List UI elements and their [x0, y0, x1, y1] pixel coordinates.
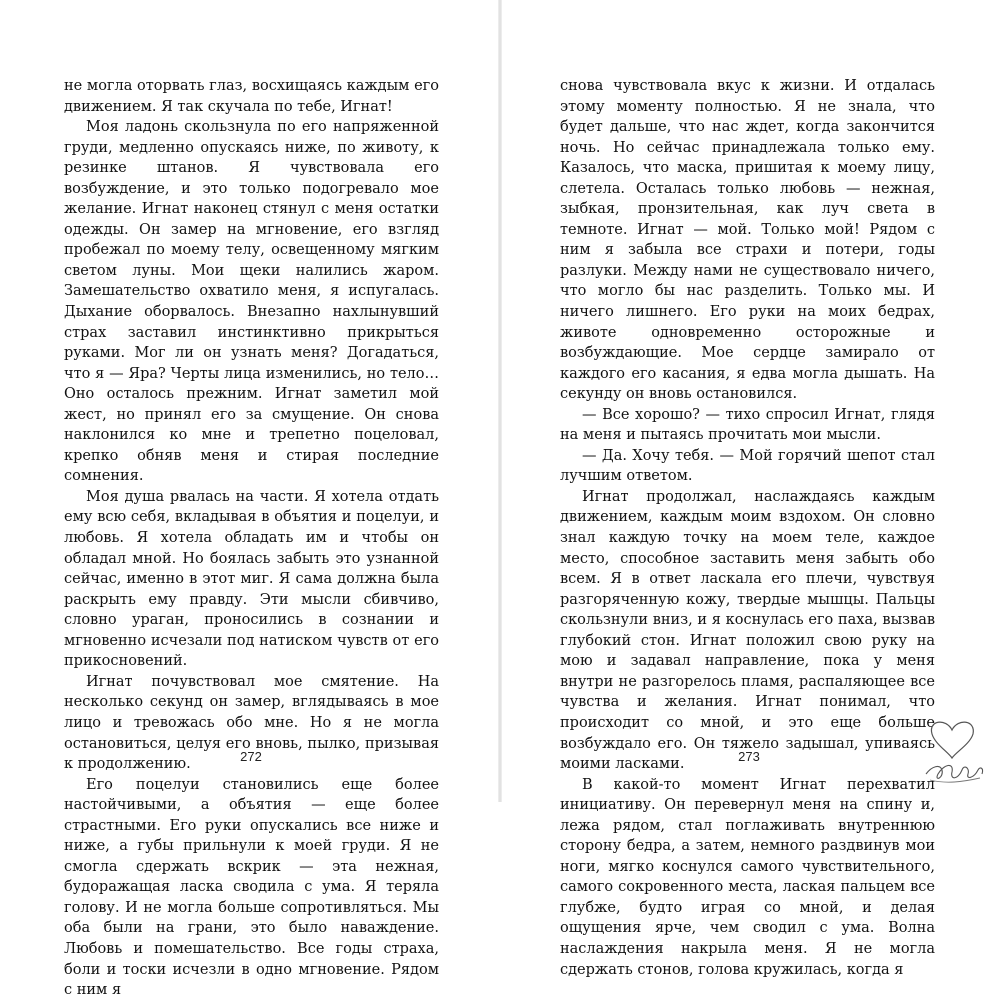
right-page-text [560, 76, 935, 980]
heart-signature-icon [918, 708, 988, 788]
right-paragraph-5: В какой-то момент Игнат перехватил инициативу. Он перевернул меня на спину и, лежа рядом, стал поглаживать внутреннюю сторону бедра, а затем, немного раздвинув мои ноги, мягко коснулся самого чувствительного, самого сокровенного места, лаская пальцем все глубже, будто играя со мной, и делая ощущения ярче, чем сводил с ума. Волна наслаждения накрыла меня. Я не могла сдержать стонов, голова кружилась, когда я [560, 776, 935, 978]
right-paragraph-3: — Да. Хочу тебя. — Мой горячий шепот стал лучшим ответом. [560, 447, 935, 485]
page-number-left: 272 [240, 749, 262, 764]
left-paragraph-5: Его поцелуи становились еще более настойчивыми, а объятия — еще более страстными. Его руки опускались все ниже и ниже, а губы прильнули к моей груди. Я не смогла сдержать вскрик — эта нежная, будоражащая ласка сводила с ума. Я теряла голову. И не могла больше сопротивляться. Мы оба были на грани, это было наваждение. Любовь и помешательство. Все годы страха, боли и тоски исчезли в одно мгновение. Рядом с ним я [64, 776, 439, 999]
left-page-text [64, 76, 439, 1001]
left-paragraph-1: не могла оторвать глаз, восхищаясь каждым его движением. Я так скучала по тебе, Игнат! [64, 78, 439, 115]
signature-scribble [926, 765, 983, 778]
right-paragraph-4: Игнат продолжал, наслаждаясь каждым движением, каждым моим вздохом. Он словно знал каждую точку на моем теле, каждое место, способное заставить меня забыть обо всем. Я в ответ ласкала его плечи, чувствуя разгоряченную кожу, твердые мышцы. Пальцы скользнули вниз, и я коснулась его паха, вызвав глубокий стон. Игнат положил свою руку на мою и задавал направление, пока у меня внутри не разгорелось пламя, распаляющее все чувства и желания. Игнат понимал, что происходит со мной, и это еще больше возбуждало его. Он тяжело задышал, упиваясь моими ласками. [560, 488, 935, 773]
left-paragraph-3: Моя душа рвалась на части. Я хотела отдать ему всю себя, вкладывая в объятия и поцелуи, и любовь. Я хотела обладать им и чтобы он обладал мной. Но боялась забыть это узнанной сейчас, именно в этот миг. Я сама должна была раскрыть ему правду. Эти мысли сбивчиво, словно ураган, проносились в сознании и мгновенно исчезали под натиском чувств от его прикосновений. [64, 488, 439, 670]
page-number-right: 273 [738, 749, 760, 764]
right-paragraph-1: снова чувствовала вкус к жизни. И отдалась этому моменту полностью. Я не знала, что будет дальше, что нас ждет, когда закончится ночь. Но сейчас принадлежала только ему. Казалось, что маска, пришитая к моему лицу, слетела. Осталась только любовь — нежная, зыбкая, пронзительная, как луч света в темноте. Игнат — мой. Только мой! Рядом с ним я забыла все страхи и потери, годы разлуки. Между нами не существовало ничего, что могло бы нас разделить. Только мы. И ничего лишнего. Его руки на моих бедрах, животе одновременно осторожные и возбуждающие. Мое сердце замирало от каждого его касания, я едва могла дышать. На секунду он вновь остановился. [560, 78, 935, 403]
left-paragraph-2: Моя ладонь скользнула по его напряженной груди, медленно опускаясь ниже, по животу, к резинке штанов. Я чувствовала его возбуждение, и это только подогревало мое желание. Игнат наконец стянул с меня остатки одежды. Он замер на мгновение, его взгляд пробежал по моему телу, освещенному мягким светом луны. Мои щеки налились жаром. Замешательство охватило меня, я испугалась. Дыхание оборвалось. Внезапно нахлынувший страх заставил инстинктивно прикрыться руками. Мог ли он узнать меня? Догадаться, что я — Яра? Черты лица изменились, но тело… Оно осталось прежним. Игнат заметил мой жест, но принял его за смущение. Он снова наклонился ко мне и трепетно поцеловал, крепко обняв меня и стирая последние сомнения. [64, 119, 439, 485]
book-gutter [498, 0, 502, 802]
left-paragraph-4: Игнат почувствовал мое смятение. На несколько секунд он замер, вглядываясь в мое лицо и тревожась обо мне. Но я не могла остановиться, целуя его вновь, пылко, призывая к продолжению. [64, 673, 439, 773]
right-paragraph-2: — Все хорошо? — тихо спросил Игнат, глядя на меня и пытаясь прочитать мои мысли. [560, 406, 935, 444]
heart-outline [931, 722, 973, 758]
